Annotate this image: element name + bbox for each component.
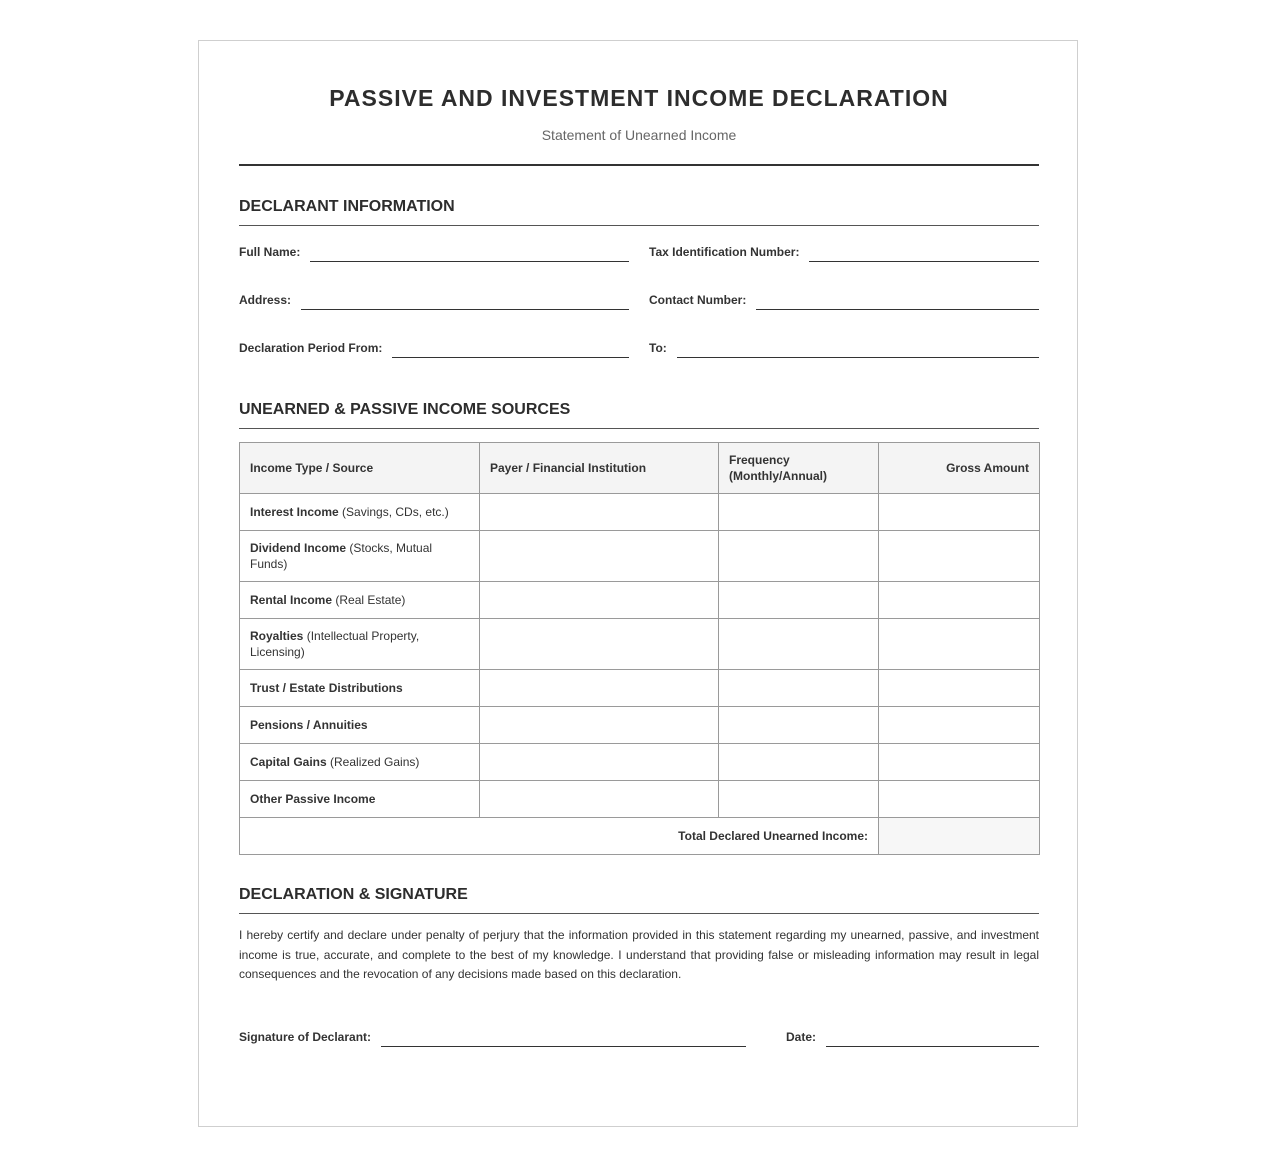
table-row (240, 781, 1040, 818)
document-title: PASSIVE AND INVESTMENT INCOME DECLARATION (329, 85, 949, 111)
date-field (786, 1027, 1039, 1047)
tin-label: Tax Identification Number: (649, 245, 800, 259)
frequency-cell[interactable] (719, 670, 879, 707)
payer-cell[interactable] (480, 582, 719, 619)
total-label: Total Declared Unearned Income: (240, 818, 879, 855)
source-cell (240, 707, 480, 744)
col-header-amount: Gross Amount (879, 443, 1040, 494)
source-name: Royalties (250, 629, 304, 643)
source-name: Dividend Income (250, 541, 347, 555)
period-from-field (239, 338, 629, 358)
table-header-row (240, 443, 1040, 494)
source-name: Pensions / Annuities (250, 718, 368, 732)
full-name-field (239, 242, 629, 262)
table-row (240, 619, 1040, 670)
income-sources-table (239, 442, 1040, 855)
amount-cell[interactable] (879, 781, 1040, 818)
period-to-input-line[interactable] (677, 338, 1039, 358)
amount-cell[interactable] (879, 582, 1040, 619)
source-name: Trust / Estate Distributions (250, 681, 403, 695)
frequency-cell[interactable] (719, 582, 879, 619)
total-amount-cell[interactable] (879, 818, 1040, 855)
table-row (240, 707, 1040, 744)
date-label: Date: (786, 1030, 817, 1044)
period-to-label: To: (649, 341, 667, 355)
table-row (240, 744, 1040, 781)
payer-cell[interactable] (480, 531, 719, 582)
payer-cell[interactable] (480, 494, 719, 531)
address-field (239, 290, 629, 310)
source-note: (Savings, CDs, etc.) (338, 505, 449, 519)
table-row (240, 531, 1040, 582)
table-row (240, 582, 1040, 619)
declaration-heading: DECLARATION & SIGNATURE (239, 886, 1039, 914)
amount-cell[interactable] (879, 494, 1040, 531)
source-note: (Stocks, Mutual Funds) (250, 541, 433, 571)
declaration-form-page (198, 40, 1078, 1127)
frequency-cell[interactable] (719, 707, 879, 744)
address-input-line[interactable] (301, 290, 629, 310)
col-header-frequency-line2: (Monthly/Annual) (729, 469, 827, 483)
amount-cell[interactable] (879, 531, 1040, 582)
frequency-cell[interactable] (719, 494, 879, 531)
contact-field (649, 290, 1039, 310)
source-name: Interest Income (250, 505, 339, 519)
col-header-payer: Payer / Financial Institution (480, 443, 719, 494)
frequency-cell[interactable] (719, 531, 879, 582)
title-divider (239, 164, 1039, 166)
signature-input-line[interactable] (381, 1027, 746, 1047)
signature-label: Signature of Declarant: (239, 1030, 372, 1044)
source-cell (240, 494, 480, 531)
full-name-input-line[interactable] (310, 242, 629, 262)
amount-cell[interactable] (879, 670, 1040, 707)
source-cell (240, 670, 480, 707)
source-cell (240, 744, 480, 781)
frequency-cell[interactable] (719, 619, 879, 670)
period-from-input-line[interactable] (392, 338, 629, 358)
col-header-source: Income Type / Source (240, 443, 480, 494)
income-sources-heading: UNEARNED & PASSIVE INCOME SOURCES (239, 401, 1039, 429)
period-to-field (649, 338, 1039, 358)
source-cell (240, 531, 480, 582)
signature-field (239, 1027, 746, 1047)
payer-cell[interactable] (480, 707, 719, 744)
amount-cell[interactable] (879, 619, 1040, 670)
frequency-cell[interactable] (719, 744, 879, 781)
table-row (240, 670, 1040, 707)
payer-cell[interactable] (480, 619, 719, 670)
payer-cell[interactable] (480, 744, 719, 781)
source-name: Capital Gains (250, 755, 327, 769)
contact-input-line[interactable] (756, 290, 1039, 310)
address-label: Address: (239, 293, 292, 307)
source-name: Other Passive Income (250, 792, 376, 806)
tin-input-line[interactable] (809, 242, 1039, 262)
document-subtitle: Statement of Unearned Income (541, 127, 737, 143)
source-note: (Real Estate) (332, 593, 406, 607)
declarant-info-heading: DECLARANT INFORMATION (239, 198, 1039, 226)
table-row (240, 494, 1040, 531)
tin-field (649, 242, 1039, 262)
amount-cell[interactable] (879, 707, 1040, 744)
source-cell (240, 619, 480, 670)
source-note: (Intellectual Property, Licensing) (250, 629, 420, 659)
source-note: (Realized Gains) (326, 755, 420, 769)
declaration-statement: I hereby certify and declare under penalty of perjury that the information provided in this statement regarding my unearned, passive, and investment income is true, accurate, and complete to the best of my knowledge. I understand that providing false or misleading information may result in legal consequences and the revocation of any decisions made based on this declaration. (239, 928, 1039, 981)
col-header-frequency (719, 443, 879, 494)
period-from-label: Declaration Period From: (239, 341, 383, 355)
full-name-label: Full Name: (239, 245, 301, 259)
payer-cell[interactable] (480, 781, 719, 818)
source-cell (240, 582, 480, 619)
contact-label: Contact Number: (649, 293, 747, 307)
date-input-line[interactable] (826, 1027, 1039, 1047)
payer-cell[interactable] (480, 670, 719, 707)
frequency-cell[interactable] (719, 781, 879, 818)
amount-cell[interactable] (879, 744, 1040, 781)
source-cell (240, 781, 480, 818)
source-name: Rental Income (250, 593, 333, 607)
total-row (240, 818, 1040, 855)
col-header-frequency-line1: Frequency (729, 453, 790, 467)
